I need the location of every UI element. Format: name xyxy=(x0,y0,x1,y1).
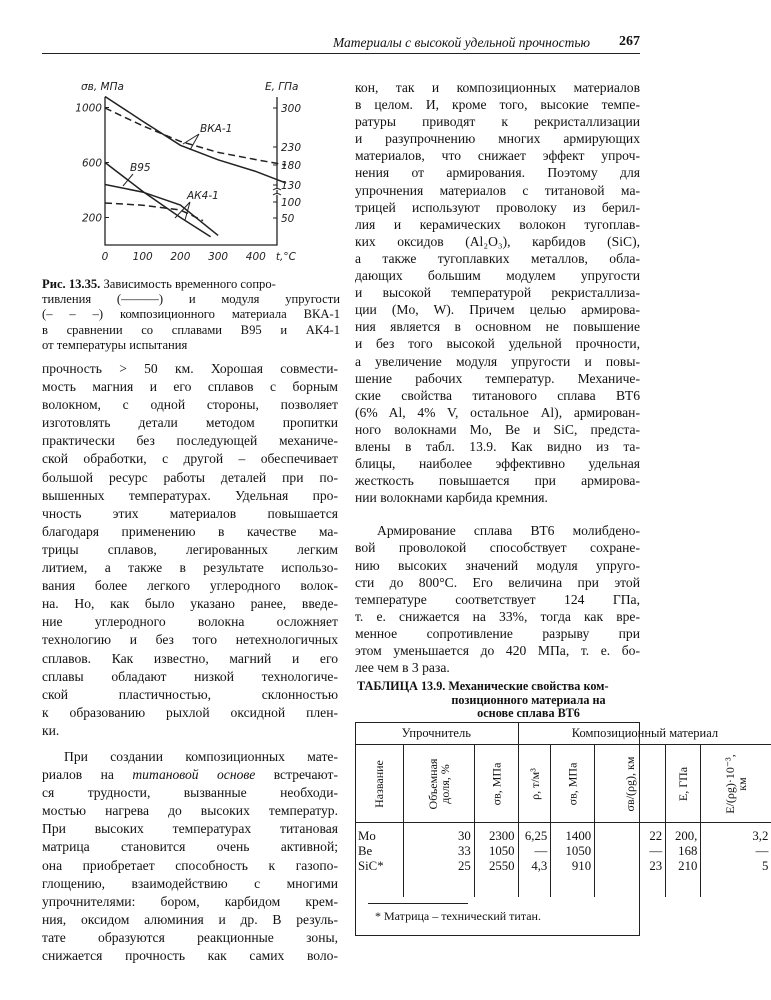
y-left-tick-label: 600 xyxy=(81,157,102,170)
y-right-tick-label: 230 xyxy=(281,142,302,154)
table-cell: 2550 xyxy=(488,859,515,873)
figure-caption xyxy=(42,277,340,353)
text-segment: встречают- xyxy=(255,767,338,783)
y-right-tick-label: 100 xyxy=(281,197,302,209)
table-column-cells xyxy=(474,823,518,898)
column-header-label: Объемная доля, % xyxy=(425,758,452,809)
column-header-label: ρ, т/м³ xyxy=(527,767,542,800)
group-header: Упрочнитель xyxy=(355,722,518,745)
table-cell: SiC* xyxy=(358,859,384,873)
table-cell: 1050 xyxy=(565,844,592,858)
text-line: и разупрочнению многих армирующих xyxy=(355,131,640,147)
table-cell: 910 xyxy=(571,859,592,873)
table-column-cells xyxy=(403,823,474,898)
text-line: При высоких температурах титановая xyxy=(42,821,338,837)
caption-line: тивления (———) и модуля упругости xyxy=(42,292,340,307)
text-line: трицы сплавов, легированных легким xyxy=(42,541,338,557)
text-line: мость магния и его сплавов с борным xyxy=(42,379,338,395)
text-line: ся трудности, вызванные необходи- xyxy=(42,785,338,801)
running-title: Материалы с высокой удельной прочностью xyxy=(332,35,590,50)
table-column-cells xyxy=(518,823,551,898)
column-header xyxy=(701,745,771,823)
x-tick-label: 100 xyxy=(132,251,153,263)
paragraph xyxy=(42,748,338,965)
text-line: ратуры приводят к рекристаллизации xyxy=(355,114,640,130)
text-line: к образованию рыхлой оксидной плен- xyxy=(42,704,338,720)
right-column xyxy=(355,79,640,676)
text-line: нии волокнами карбида кремния. xyxy=(355,490,548,506)
table-cell: 2300 xyxy=(488,829,515,843)
y-right-tick-label: 180 xyxy=(281,160,302,172)
y-left-tick-label: 1000 xyxy=(75,102,102,115)
column-header-label: σв, МПа xyxy=(489,762,504,805)
y-right-tick-label: 300 xyxy=(281,103,302,115)
text-line: материалов, что снижает эффект упроч- xyxy=(355,148,640,164)
column-header xyxy=(551,745,595,823)
table-cell: 23 xyxy=(649,859,663,873)
text-line: мостью нагрева до высоких температур. xyxy=(42,803,338,819)
table-cell: 6,25 xyxy=(524,829,548,843)
y-left-tick-label: 200 xyxy=(81,212,102,225)
text-line: лия и керамических волокон тугоплав- xyxy=(355,216,640,232)
table-cell: 5 xyxy=(761,859,769,873)
column-header xyxy=(403,745,474,823)
text-line: этом уменьшается до 420 МПа, т. е. бо- xyxy=(355,643,640,658)
text-line: кон, так и композиционных материалов xyxy=(355,80,640,95)
table-cell: — xyxy=(534,844,548,858)
column-header xyxy=(355,745,403,823)
text-line: ния, оксидом алюминия и др. В резуль- xyxy=(42,911,338,927)
table-label: ТАБЛИЦА 13.9. xyxy=(357,679,446,693)
text-line: менное сопротивление разрыву при xyxy=(355,625,640,641)
table-title-line: Механические свойства ком- xyxy=(448,679,609,693)
text-line: снижается прочность как самих воло- xyxy=(42,948,338,963)
text-line: дающих большим модулем упругости xyxy=(355,268,640,284)
curve-label-ak41: АК4-1 xyxy=(187,190,219,202)
text-line: нию высоких значений модуля упруго- xyxy=(355,557,640,573)
text-line: влены в табл. 13.9. Как видно из та- xyxy=(355,438,640,454)
text-segment: риалов на xyxy=(42,767,133,783)
table-cell: — xyxy=(649,844,663,858)
text-line: жесткость повышается при армирова- xyxy=(355,473,640,489)
text-line: шение рабочих температур. Механиче- xyxy=(355,370,640,386)
paragraph xyxy=(355,79,640,506)
table-column-cells xyxy=(551,823,595,898)
text-line: трицей используют проволоку из берил- xyxy=(355,199,640,215)
table-title xyxy=(357,680,640,721)
text-line: упрочнения материалов с титановой ма- xyxy=(355,182,640,198)
column-header xyxy=(518,745,551,823)
text-line: волокном, с одной стороны, позволяет xyxy=(42,397,338,413)
text-line: изготовлять детали методом пропитки xyxy=(42,415,338,431)
text-line: вания более легкого углеродного волок- xyxy=(42,578,338,594)
properties-table xyxy=(355,722,771,897)
text-line: прочность > 50 км. Хорошая совмести- xyxy=(42,361,338,376)
table-cell: Mo xyxy=(358,829,376,843)
text-line: Армирование сплава ВТ6 молибдено- xyxy=(377,523,640,539)
table-column-cells xyxy=(701,823,771,898)
text-line: практически без последующей механиче- xyxy=(42,433,338,449)
text-line: чность этих материалов повышается xyxy=(42,505,338,521)
table-cell: 200, xyxy=(674,829,698,843)
x-tick-label: 300 xyxy=(208,251,229,263)
italic-text: титановой основе xyxy=(132,767,256,783)
table-cell: 3,2 xyxy=(752,829,769,843)
curve-label-b95: В95 xyxy=(130,162,151,174)
text-line: вой проволокой способствует сохране- xyxy=(355,540,640,556)
text-line: сплавов. Как известно, магний и его xyxy=(42,650,338,666)
figure-label: Рис. 13.35. xyxy=(42,277,101,291)
column-header-label: Название xyxy=(371,759,386,808)
text-line: ного волокнами Mo, Be и SiC, предста- xyxy=(355,421,640,437)
text-line: При создании композиционных мате- xyxy=(64,748,338,764)
table-cell: 33 xyxy=(457,844,471,858)
column-header-label: σв/(ρg), км xyxy=(623,756,638,811)
text-line xyxy=(42,766,338,784)
y-right-tick-label: 130 xyxy=(281,180,302,192)
temperature-strength-chart xyxy=(75,78,305,268)
column-header-label: E, ГПа xyxy=(676,766,691,801)
table-column-cells xyxy=(355,823,403,898)
text-line: упрочнителями: бором, карбидом крем- xyxy=(42,893,338,909)
text-line: ской обработки, с другой – обеспечивает xyxy=(42,451,338,467)
table-cell: Be xyxy=(358,844,373,858)
text-line: технологию и без того нетехнологичных xyxy=(42,632,338,648)
table-cell: 4,3 xyxy=(531,859,548,873)
text-line: большой ресурс работы деталей при по- xyxy=(42,469,338,485)
table-cell: 22 xyxy=(649,829,663,843)
leader-line xyxy=(123,174,133,186)
text-line: глощению, взаимодействию с многими xyxy=(42,875,338,891)
text-line: т. е. снижается на 33%, тогда как вре- xyxy=(355,608,640,624)
caption-line: от температуры испытания xyxy=(42,337,188,352)
text-line: (6% Al, 4% V, остальное Al), армирован- xyxy=(355,404,640,420)
text-line: ки. xyxy=(42,722,60,738)
caption-text: Зависимость временного сопро- xyxy=(103,277,276,291)
text-line: она приобретает способность к газопо- xyxy=(42,857,338,873)
text-line: ния является в основном не повышение xyxy=(355,319,640,335)
column-header-label: E/(ρg)·10⁻³, км xyxy=(723,753,750,814)
table-column-cells xyxy=(595,823,666,898)
text-line: ской пластичностью, склонностью xyxy=(42,686,338,702)
text-line: вышенных температурах. Удельная про- xyxy=(42,487,338,503)
text-line: матрица становится очень активной; xyxy=(42,839,338,855)
paragraph xyxy=(42,360,338,740)
table-cell: 168 xyxy=(678,844,698,858)
text-line: тате образуются реакционные зоны, xyxy=(42,929,338,945)
page-number: 267 xyxy=(619,34,640,49)
table-cell: — xyxy=(755,844,769,858)
text-line: сти до 800°С. Его величина при этой xyxy=(355,574,640,590)
paragraph xyxy=(355,522,640,676)
caption-line xyxy=(42,277,340,292)
text-line: на. Но, как было указано ранее, введе- xyxy=(42,596,338,612)
text-line: лее чем в 3 раза. xyxy=(355,660,450,676)
text-line: и без того высокой удельной прочности, xyxy=(355,336,640,352)
text-line: нения от армирования. Поэтому для xyxy=(355,165,640,181)
text-line: ких оксидов (Al₂O₃), карбидов (SiC), xyxy=(355,233,640,249)
table-title-line: основе сплава ВТ6 xyxy=(477,706,580,720)
y-right-axis-label: E, ГПа xyxy=(265,81,299,93)
y-right-tick-label: 50 xyxy=(281,213,295,225)
x-axis-label: t,°C xyxy=(275,251,296,263)
x-tick-label: 400 xyxy=(245,251,266,263)
x-tick-label: 0 xyxy=(101,251,109,263)
caption-line: в сравнении со сплавами В95 и АК4-1 xyxy=(42,322,340,337)
text-line: и высокой температурой рекристаллиза- xyxy=(355,285,640,301)
text-line: сплавы обладают низкой технологиче- xyxy=(42,668,338,684)
table-column-cells xyxy=(666,823,701,898)
table-title-line: позиционного материала на xyxy=(451,692,606,707)
y-left-axis-label: σв, МПа xyxy=(81,81,124,93)
text-line: ские свойства титанового сплава ВТ6 xyxy=(355,387,640,403)
running-header xyxy=(42,33,640,54)
text-line: а увеличение модуля упругости и повы- xyxy=(355,353,640,369)
text-line: блицы, наиболее эффективно удельная xyxy=(355,456,640,472)
table-cell: 210 xyxy=(678,859,698,873)
text-line: ции (Mo, W). Причем целью армирова- xyxy=(355,302,640,318)
text-line: благодаря применению в качестве ма- xyxy=(42,523,338,539)
x-tick-label: 200 xyxy=(170,251,191,263)
column-header xyxy=(666,745,701,823)
table-cell: 1050 xyxy=(488,844,515,858)
text-line: а также тугоплавких металлов, обла- xyxy=(355,250,640,266)
left-column xyxy=(42,360,338,965)
text-line: ние углеродного волокна осложняет xyxy=(42,614,338,630)
text-line: в целом. И, кроме того, высокие темпе- xyxy=(355,97,640,113)
curve-label-vka1: ВКА-1 xyxy=(200,123,233,135)
table-footnote: * Матрица – технический титан. xyxy=(375,909,541,923)
table-cell: 30 xyxy=(457,829,471,843)
footnote-rule xyxy=(368,903,468,904)
column-header xyxy=(595,745,666,823)
table-cell: 25 xyxy=(457,859,471,873)
text-line: температуре соответствует 124 ГПа, xyxy=(355,591,640,607)
group-header: Композиционный материал xyxy=(518,722,771,745)
text-line: литием, а также в результате использо- xyxy=(42,560,338,576)
caption-line: (– – –) композиционного материала ВКА-1 xyxy=(42,307,340,322)
column-header-label: σв, МПа xyxy=(565,762,580,805)
column-header xyxy=(474,745,518,823)
table-cell: 1400 xyxy=(565,829,592,843)
